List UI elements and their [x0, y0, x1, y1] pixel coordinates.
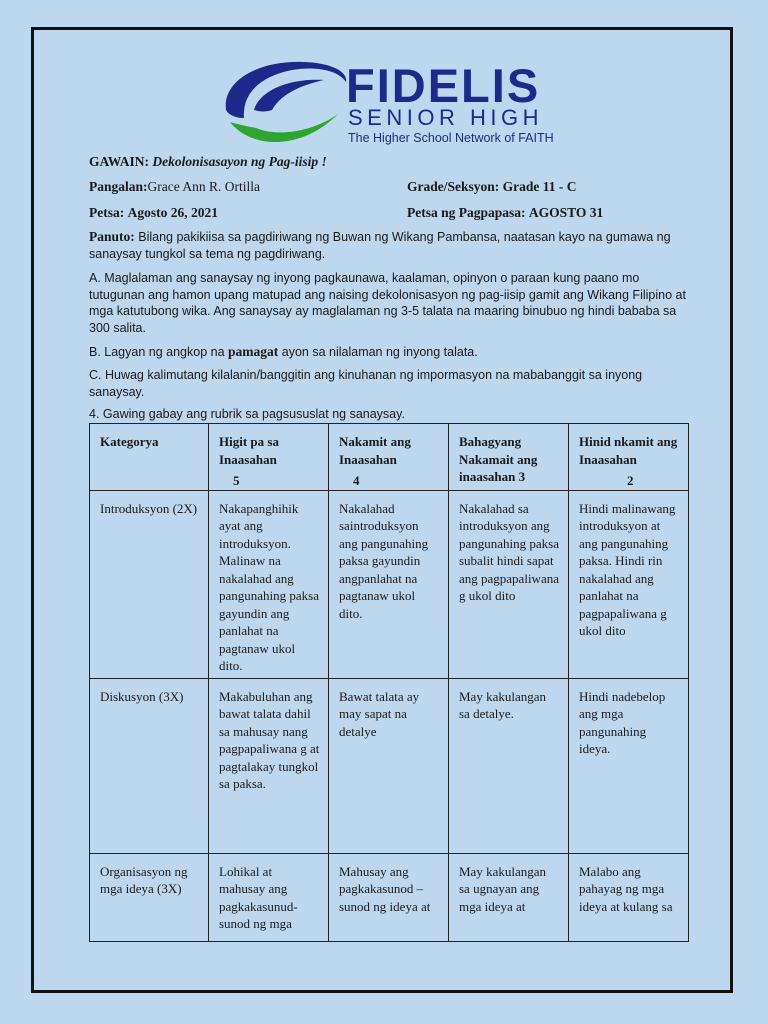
score-value: 2	[627, 473, 634, 488]
logo-name: FIDELIS	[346, 59, 541, 112]
pagpapasa-label: Petsa ng Pagpapasa:	[407, 205, 526, 220]
table-cell: May kakulangan sa ugnayan ang mga ideya at	[449, 853, 569, 941]
rubric-header-row	[90, 424, 689, 491]
table-cell: Mahusay ang pagkakasunod –sunod ng ideya at	[329, 853, 449, 941]
gawain-value: Dekolonisasayon ng Pag-iisip !	[152, 154, 327, 169]
instruction-d: 4. Gawing gabay ang rubrik sa pagsususlat ng sanaysay.	[89, 407, 405, 421]
pangalan-label: Pangalan:	[89, 179, 148, 194]
instruction-b-bold: pamagat	[228, 344, 279, 359]
rubric-table	[89, 423, 689, 942]
instruction-c: C. Huwag kalimutang kilalanin/banggitin ang kinuhanan ng impormasyon na mababanggit sa inyong sanaysay.	[89, 368, 643, 399]
score-value: 5	[233, 473, 240, 488]
table-row	[90, 490, 689, 678]
table-cell: Bawat talata ay may sapat na detalye	[329, 678, 449, 853]
instruction-a: A. Maglalaman ang sanaysay ng inyong pagkaunawa, kaalaman, opinyon o paraan kung paano mo tutugunan ang hamon upang matupad ang naising dekolonisasyon ng pag-iisip gamit ang Wikang Filipino at mga katutubong wika. Ang sanaysay ay maglalaman ng 3-5 talata na maaring binubuo ng hindi bababa sa 300 salita.	[89, 271, 686, 335]
panuto-text: Bilang pakikiisa sa pagdiriwang ng Buwan ng Wikang Pambansa, naatasan kayo na gumawa ng sanaysay tungkol sa tema ng pagdiriwang.	[89, 230, 671, 261]
gawain-label: GAWAIN:	[89, 154, 150, 169]
petsa-value: Agosto 26, 2021	[127, 205, 218, 220]
table-cell: Diskusyon (3X)	[90, 678, 209, 853]
grade-label: Grade/Seksyon:	[407, 179, 500, 194]
school-logo	[220, 52, 580, 152]
grade-line	[407, 179, 577, 195]
grade-value: Grade 11 - C	[502, 179, 577, 194]
rubric-header-cell: Hinid nkamit ang Inaasahan 2	[569, 424, 689, 491]
table-cell: Malabo ang pahayag ng mga ideya at kulang sa	[569, 853, 689, 941]
table-cell: Hindi malinawang introduksyon at ang pangunahing paksa. Hindi rin nakalahad ang panlahat na pagpapaliwana g ukol dito	[569, 490, 689, 678]
panuto-paragraph	[89, 229, 689, 262]
pangalan-line	[89, 179, 260, 195]
rubric-header-cell: Higit pa sa Inaasahan 5	[209, 424, 329, 491]
table-cell: Introduksyon (2X)	[90, 490, 209, 678]
score-value: 4	[353, 473, 360, 488]
instruction-b-pre: B. Lagyan ng angkop na	[89, 345, 225, 359]
table-cell: Hindi nadebelop ang mga pangunahing ideya.	[569, 678, 689, 853]
panuto-label: Panuto:	[89, 229, 135, 244]
table-row	[90, 678, 689, 853]
rubric-header-cell: Kategorya	[90, 424, 209, 491]
table-cell: Nakalahad saintroduksyon ang pangunahing paksa gayundin angpanlahat na pagtanaw ukol dito.	[329, 490, 449, 678]
table-row	[90, 853, 689, 941]
pangalan-value: Grace Ann R. Ortilla	[147, 179, 260, 194]
rubric-header-cell: Bahagyang Nakamait ang inaasahan 3	[449, 424, 569, 491]
table-cell: Lohikal at mahusay ang pagkakasunud-sunod ng mga	[209, 853, 329, 941]
table-cell: Nakalahad sa introduksyon ang pangunahing paksa subalit hindi sapat ang pagpapaliwana g ukol dito	[449, 490, 569, 678]
logo-subtitle: SENIOR HIGH	[348, 105, 543, 130]
petsa-label: Petsa:	[89, 205, 125, 220]
rubric-header-cell: Nakamit ang Inaasahan 4	[329, 424, 449, 491]
table-cell: Nakapanghihik ayat ang introduksyon. Malinaw na nakalahad ang pangunahing paksa gayundin ang panlahat na pagtanaw ukol dito.	[209, 490, 329, 678]
logo-tagline: The Higher School Network of FAITH	[348, 131, 554, 145]
petsa-line	[89, 205, 218, 221]
pagpapasa-line	[407, 205, 603, 221]
instruction-b-post: ayon sa nilalaman ng inyong talata.	[281, 345, 478, 359]
gawain-line	[89, 154, 327, 170]
table-cell: Makabuluhan ang bawat talata dahil sa mahusay nang pagpapaliwana g at pagtalakay tungkol sa paksa.	[209, 678, 329, 853]
instruction-b	[89, 344, 689, 361]
pagpapasa-value: AGOSTO 31	[528, 205, 604, 220]
table-cell: May kakulangan sa detalye.	[449, 678, 569, 853]
swoosh-logo-icon	[220, 52, 350, 152]
table-cell: Organisasyon ng mga ideya (3X)	[90, 853, 209, 941]
